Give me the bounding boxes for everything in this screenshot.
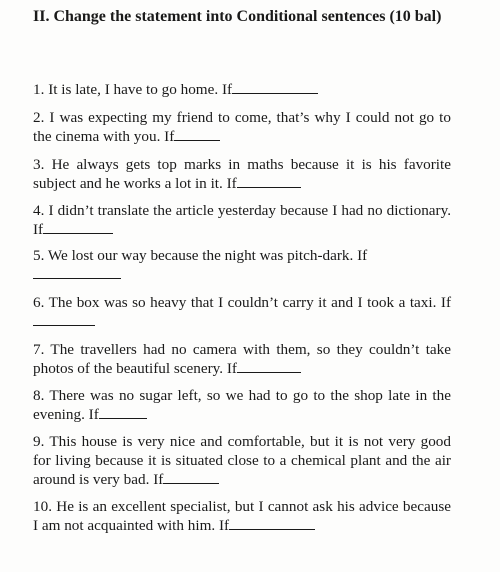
- exercise-item-1: [33, 80, 451, 99]
- answer-blank: [43, 220, 113, 234]
- exercise-item-10: [33, 497, 451, 535]
- answer-blank: [237, 174, 301, 188]
- exercise-text: 8. There was no sugar left, so we had to go to the shop late in the evening. If: [33, 387, 451, 423]
- exercise-text: 6. The box was so heavy that I couldn’t carry it and I took a taxi. If: [33, 294, 451, 311]
- exercise-text: 2. I was expecting my friend to come, that’s why I could not go to the cinema with you. If: [33, 109, 451, 145]
- exercise-item-2: [33, 108, 451, 146]
- answer-blank: [229, 516, 315, 530]
- answer-blank: [232, 80, 318, 94]
- exercise-item-4: [33, 201, 451, 239]
- exercise-text: 10. He is an excellent specialist, but I cannot ask his advice because I am not acquainted with him. If: [33, 498, 451, 534]
- exercise-text: 3. He always gets top marks in maths because it is his favorite subject and he works a lot in it. If: [33, 156, 451, 192]
- exercise-item-6: [33, 293, 451, 331]
- answer-blank: [99, 405, 147, 419]
- answer-blank: [174, 127, 220, 141]
- exercise-item-3: [33, 155, 451, 193]
- exercise-text: 5. We lost our way because the night was pitch-dark. If: [33, 247, 368, 264]
- answer-blank: [33, 312, 95, 326]
- exercise-text: 4. I didn’t translate the article yesterday because I had no dictionary. If: [33, 202, 451, 238]
- exercise-text: 9. This house is very nice and comfortable, but it is not very good for living because it is situated close to a chemical plant and the air around is very bad. If: [33, 433, 451, 488]
- exercise-text: 1. It is late, I have to go home. If: [33, 81, 233, 98]
- exercise-item-7: [33, 340, 451, 378]
- answer-blank: [163, 470, 219, 484]
- exercise-item-9: [33, 432, 451, 489]
- exercise-item-5: [33, 246, 451, 284]
- answer-blank: [33, 265, 121, 279]
- section-title: II. Change the statement into Conditional sentences (10 bal): [33, 8, 442, 25]
- exercise-item-8: [33, 386, 451, 424]
- answer-blank: [237, 359, 301, 373]
- exercise-text: 7. The travellers had no camera with them, so they couldn’t take photos of the beautiful scenery. If: [33, 341, 451, 377]
